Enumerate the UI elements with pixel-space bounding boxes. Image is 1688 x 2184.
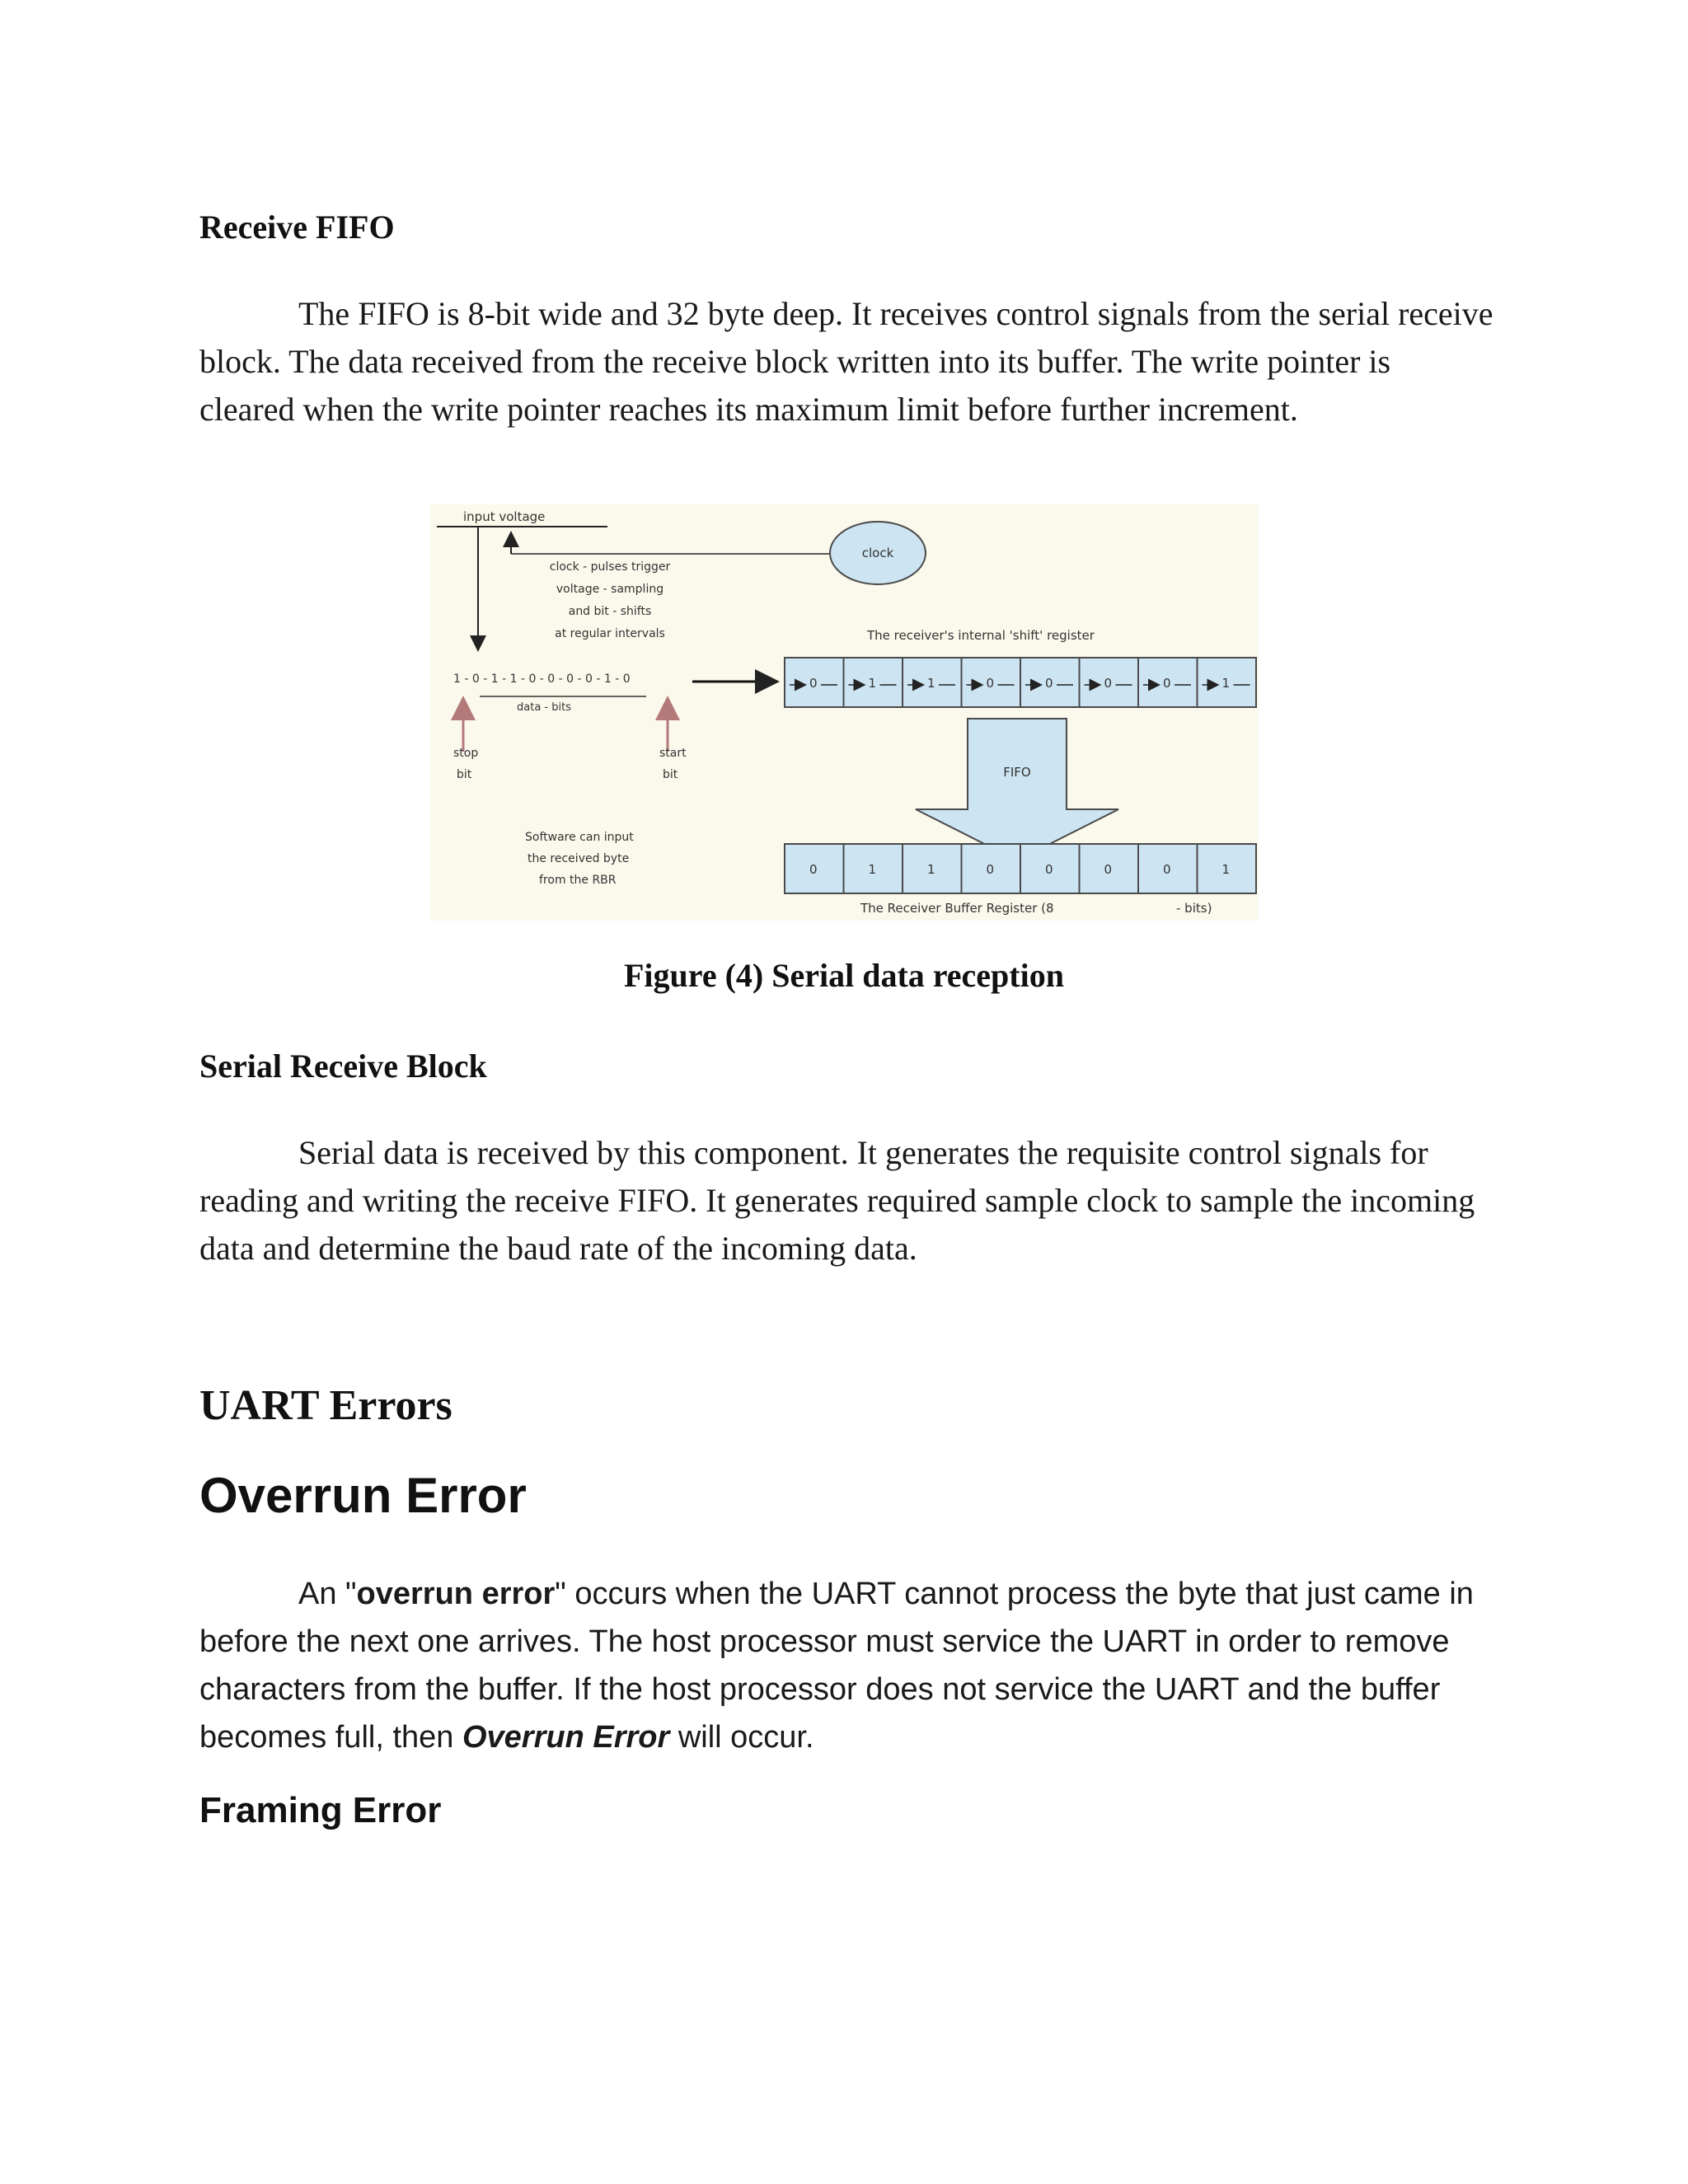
clock-note-line: clock - pulses trigger [549, 560, 671, 574]
buffer-register-bit-value: 1 [1221, 862, 1231, 877]
figure-caption: Figure (4) Serial data reception [624, 957, 1064, 994]
buffer-register-bit-value: 0 [809, 862, 818, 877]
start-label: start [659, 747, 687, 760]
shift-register-bit-value: 1 [1221, 676, 1231, 691]
overrun-rest: " occurs when the UART cannot process the byte that just came in before the next one arrives. The host processor must service the UART in order to remove characters from the buffer. If the host processor does not service the UART and the buffer becomes full, then [199, 1577, 1474, 1755]
clock-note-line: and bit - shifts [568, 605, 652, 618]
software-note-line: the received byte [528, 852, 630, 865]
section-heading-receive-fifo: Receive FIFO [199, 209, 395, 246]
buffer-register-bit-value: 1 [927, 862, 935, 877]
shift-register-bit-value: 0 [986, 676, 995, 691]
framing-error-heading: Framing Error [199, 1790, 442, 1830]
fifo-label: FIFO [1003, 765, 1031, 780]
shift-register-bit-value: 0 [809, 676, 818, 691]
overrun-end: will occur. [669, 1720, 814, 1755]
shift-register-bit-value: 0 [1104, 676, 1113, 691]
buffer-register-label: The Receiver Buffer Register (8 [860, 901, 1054, 916]
shift-register [785, 658, 1256, 707]
shift-register-bit-value: 1 [927, 676, 935, 691]
buffer-register-bit-value: 1 [868, 862, 877, 877]
buffer-register-bit-value: 0 [986, 862, 995, 877]
overrun-error-heading: Overrun Error [199, 1468, 527, 1523]
clock-note-line: at regular intervals [555, 627, 665, 640]
receiver-buffer-register [785, 844, 1256, 893]
input-voltage-label: input voltage [463, 509, 546, 524]
buffer-register-bit-value: 0 [1163, 862, 1171, 877]
shift-register-label: The receiver's internal 'shift' register [867, 628, 1095, 643]
software-note-line: from the RBR [539, 874, 617, 887]
uart-errors-heading: UART Errors [199, 1382, 452, 1429]
serial-reception-figure [430, 504, 1259, 921]
buffer-register-bit-value: 0 [1045, 862, 1053, 877]
shift-register-bit-value: 0 [1163, 676, 1171, 691]
clock-note-line: voltage - sampling [556, 583, 664, 596]
stop-label: stop [453, 747, 479, 760]
buffer-register-label-end: - bits) [1176, 901, 1212, 916]
overrun-intro: An " [298, 1577, 357, 1611]
shift-register-bit-value: 0 [1045, 676, 1053, 691]
paragraph-serial-receive-block: Serial data is received by this component. It generates the requisite control signals for reading and writing the receive FIFO. It generates required sample clock to sample the incoming data and determine the baud rate of the incoming data. [199, 1134, 1475, 1267]
paragraph-overrun-error [199, 1570, 1493, 1761]
buffer-register-bit-value: 0 [1104, 862, 1113, 877]
software-note-line: Software can input [525, 831, 634, 844]
overrun-term: overrun error [356, 1577, 556, 1611]
clock-label: clock [861, 546, 894, 560]
bit-sequence: 1 - 0 - 1 - 1 - 0 - 0 - 0 - 0 - 1 - 0 [453, 673, 631, 686]
overrun-emphasis: Overrun Error [462, 1720, 670, 1755]
start-label: bit [663, 768, 678, 781]
shift-register-bit-value: 1 [868, 676, 877, 691]
section-heading-serial-receive-block: Serial Receive Block [199, 1047, 487, 1085]
stop-label: bit [457, 768, 472, 781]
data-bits-label: data - bits [517, 701, 571, 714]
paragraph-receive-fifo: The FIFO is 8-bit wide and 32 byte deep. It receives control signals from the serial receive block. The data received from the receive block written into its buffer. The write pointer is cleared when the write pointer reaches its maximum limit before further increment. [199, 295, 1493, 428]
